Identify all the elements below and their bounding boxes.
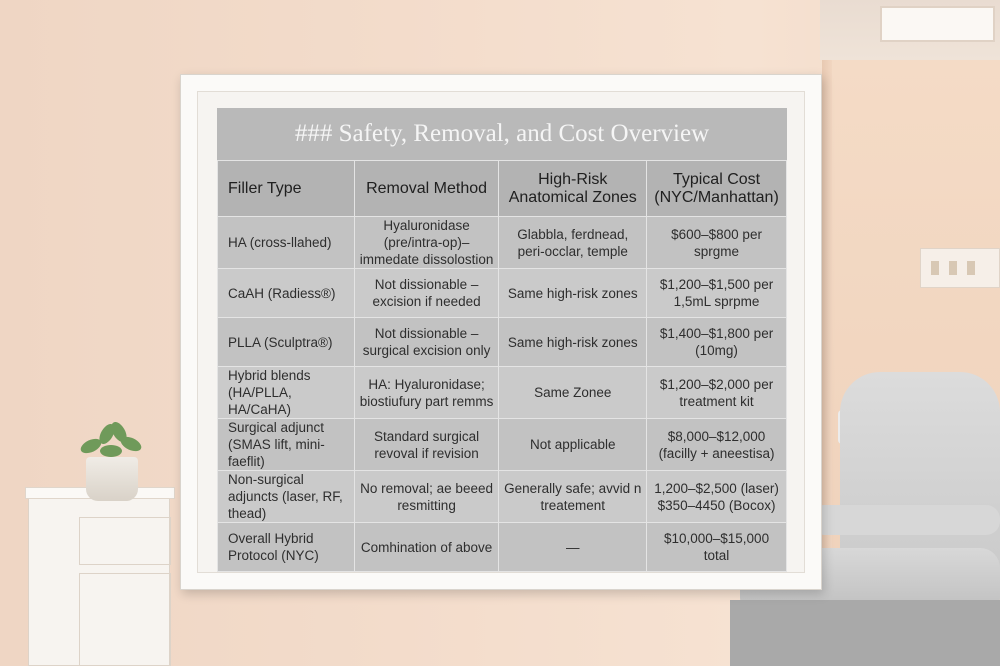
table-cell: Same high-risk zones bbox=[499, 269, 647, 318]
table-header-row bbox=[218, 161, 787, 217]
table-row bbox=[218, 217, 787, 269]
column-header: Typical Cost (NYC/Manhattan) bbox=[647, 161, 787, 217]
treatment-chair-arm bbox=[810, 505, 1000, 535]
table-cell: — bbox=[499, 523, 647, 572]
table-cell: HA: Hyaluronidase; biostiufury part remms bbox=[354, 367, 499, 419]
table-cell: Same high-risk zones bbox=[499, 318, 647, 367]
table-cell: $1,400–$1,800 per (10mg) bbox=[647, 318, 787, 367]
table-row bbox=[218, 318, 787, 367]
table-cell: Comhination of above bbox=[354, 523, 499, 572]
plant-pot bbox=[86, 457, 138, 501]
table-row bbox=[218, 269, 787, 318]
table-cell: Generally safe; avvid n treatement bbox=[499, 471, 647, 523]
table-cell: $1,200–$1,500 per 1,5mL sprpme bbox=[647, 269, 787, 318]
table-cell: Not dissionable – surgical excision only bbox=[354, 318, 499, 367]
ceiling-light bbox=[880, 6, 995, 42]
table-cell: HA (cross-llahed) bbox=[218, 217, 355, 269]
wall-shelf bbox=[920, 248, 1000, 288]
table-row bbox=[218, 367, 787, 419]
table-cell: Same Zonee bbox=[499, 367, 647, 419]
overview-board bbox=[217, 108, 787, 563]
table-row bbox=[218, 419, 787, 471]
table-cell: $10,000–$15,000 total bbox=[647, 523, 787, 572]
column-header: Removal Method bbox=[354, 161, 499, 217]
table-row bbox=[218, 471, 787, 523]
table-cell: Glabbla, ferdnead, peri-occlar, temple bbox=[499, 217, 647, 269]
table-cell: Standard surgical revoval if revision bbox=[354, 419, 499, 471]
column-header: Filler Type bbox=[218, 161, 355, 217]
table-cell: Overall Hybrid Protocol (NYC) bbox=[218, 523, 355, 572]
side-cabinet bbox=[28, 492, 170, 666]
table-cell: PLLA (Sculptra®) bbox=[218, 318, 355, 367]
column-header: High-Risk Anatomical Zones bbox=[499, 161, 647, 217]
table-cell: Not applicable bbox=[499, 419, 647, 471]
table-cell: $1,200–$2,000 per treatment kit bbox=[647, 367, 787, 419]
table-row bbox=[218, 523, 787, 572]
table-cell: $600–$800 per sprgme bbox=[647, 217, 787, 269]
table-cell: $8,000–$12,000 (facilly + aneestisa) bbox=[647, 419, 787, 471]
table-cell: Hybrid blends (HA/PLLA, HA/CaHA) bbox=[218, 367, 355, 419]
table-cell: 1,200–$2,500 (laser) $350–4450 (Bocox) bbox=[647, 471, 787, 523]
picture-frame bbox=[180, 74, 822, 590]
overview-table bbox=[217, 160, 787, 572]
table-cell: Surgical adjunct (SMAS lift, mini-faeflit) bbox=[218, 419, 355, 471]
treatment-chair-base bbox=[730, 600, 1000, 666]
board-title: ### Safety, Removal, and Cost Overview bbox=[217, 108, 787, 160]
table-cell: Non-surgical adjuncts (laser, RF, thead) bbox=[218, 471, 355, 523]
table-cell: Hyaluronidase (pre/intra-op)– immedate dissolostion bbox=[354, 217, 499, 269]
table-cell: CaAH (Radiess®) bbox=[218, 269, 355, 318]
table-cell: Not dissionable – excision if needed bbox=[354, 269, 499, 318]
table-cell: No removal; ae beeed resmitting bbox=[354, 471, 499, 523]
